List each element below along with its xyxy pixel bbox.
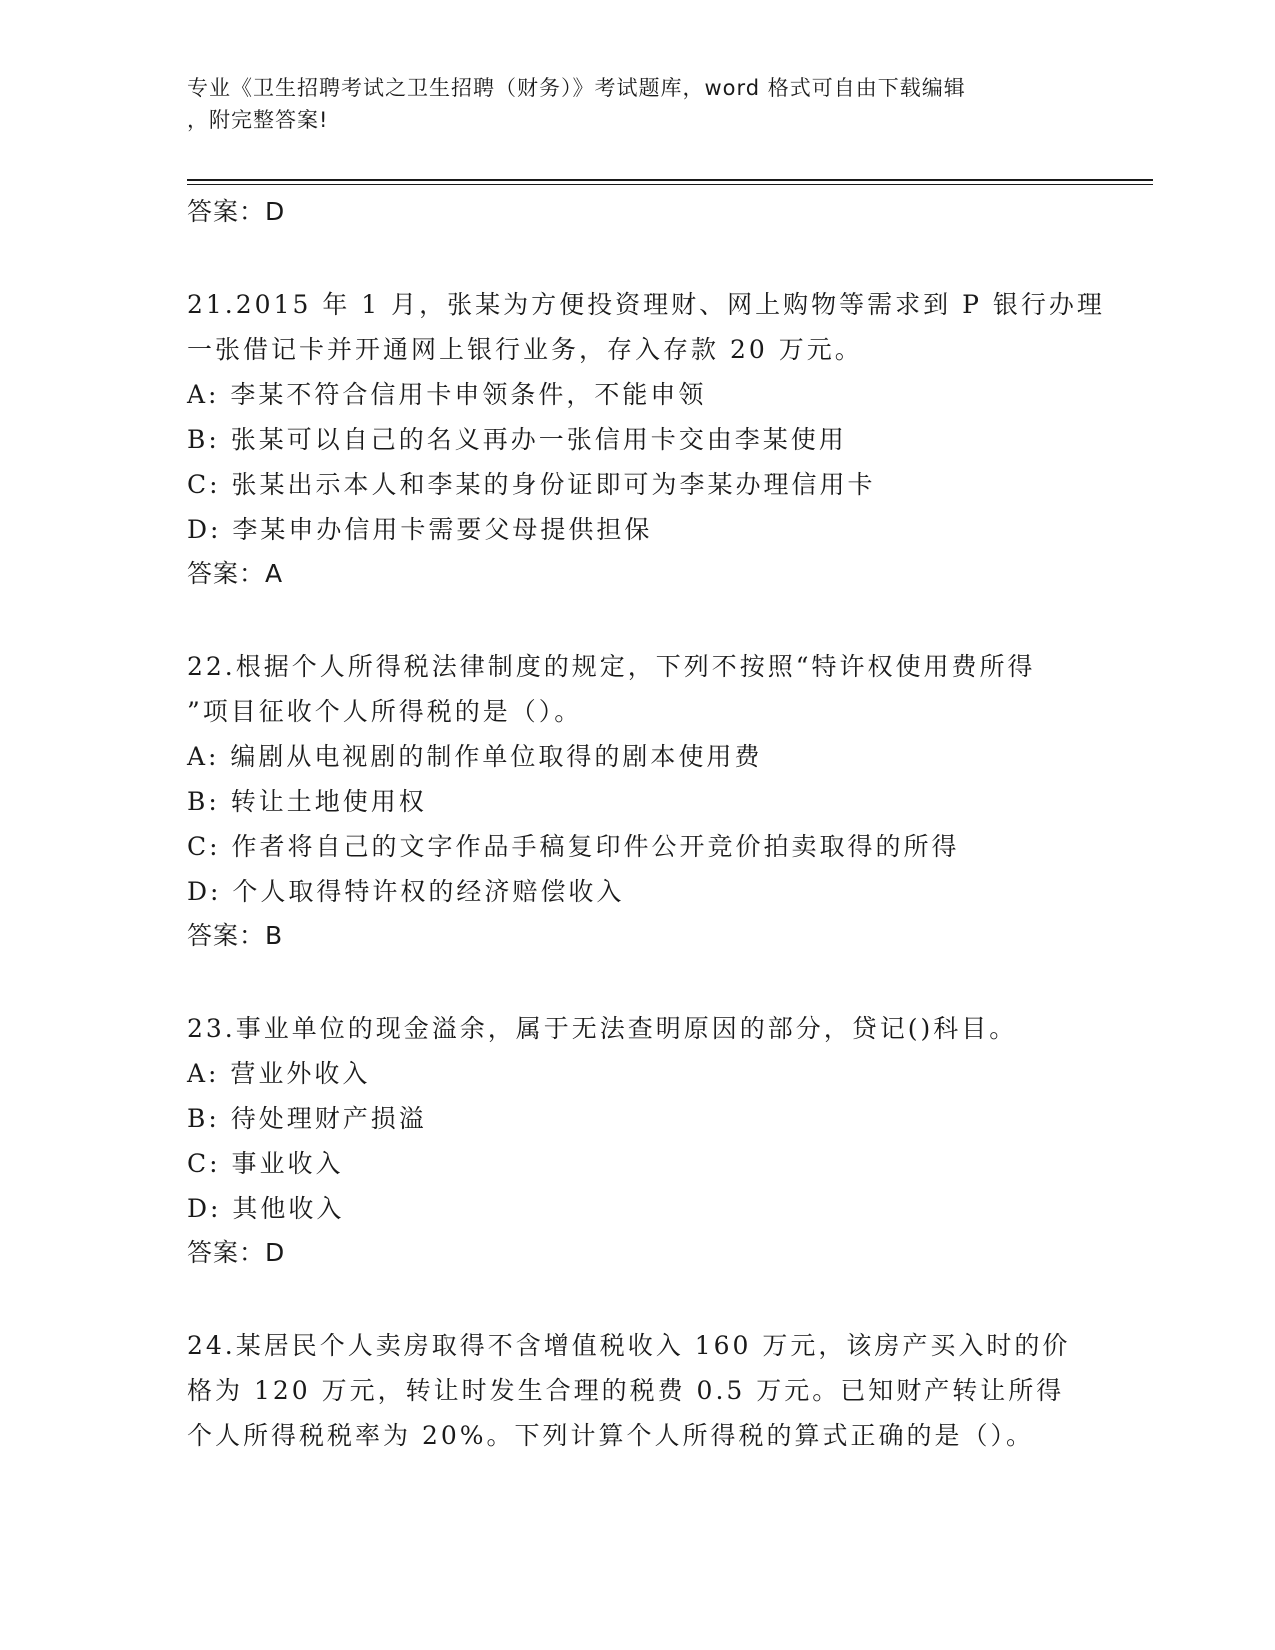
header-divider-thin (187, 184, 1153, 185)
question-24 (187, 1323, 1087, 1458)
question-22 (187, 644, 1087, 958)
question-content (187, 190, 1105, 1458)
answer-label: 答案：D (187, 197, 286, 226)
option-c: C: 张某出示本人和李某的身份证即可为李某办理信用卡 (187, 470, 876, 499)
question-23 (187, 1006, 1087, 1275)
header-line-2: ，附完整答案! (187, 108, 329, 132)
option-b: B: 张某可以自己的名义再办一张信用卡交由李某使用 (187, 425, 847, 454)
question-stem: 21.2015 年 1 月，张某为方便投资理财、网上购物等需求到 P 银行办理 一张借记卡并开通网上银行业务，存入存款 20 万元。 (187, 290, 1105, 364)
option-b: B: 待处理财产损溢 (187, 1104, 427, 1133)
option-a: A: 李某不符合信用卡申领条件，不能申领 (187, 380, 707, 409)
option-d: D: 个人取得特许权的经济赔偿收入 (187, 877, 625, 906)
question-stem: 23.事业单位的现金溢余，属于无法查明原因的部分，贷记()科目。 (187, 1014, 1018, 1043)
option-d: D: 其他收入 (187, 1194, 345, 1223)
question-stem: 22.根据个人所得税法律制度的规定，下列不按照“特许权使用费所得 ”项目征收个人所得税的是（）。 (187, 652, 1036, 726)
option-a: A: 编剧从电视剧的制作单位取得的剧本使用费 (187, 742, 763, 771)
option-a: A: 营业外收入 (187, 1059, 371, 1088)
document-header (187, 72, 1087, 136)
question-21 (187, 282, 1105, 596)
option-c: C: 事业收入 (187, 1149, 344, 1178)
answer-label: 答案：D (187, 1238, 286, 1267)
header-line-1: 专业《卫生招聘考试之卫生招聘（财务）》考试题库，word 格式可自由下载编辑 (187, 76, 966, 100)
option-c: C: 作者将自己的文字作品手稿复印件公开竞价拍卖取得的所得 (187, 832, 960, 861)
answer-label: 答案：B (187, 921, 284, 950)
option-b: B: 转让土地使用权 (187, 787, 427, 816)
header-divider (187, 179, 1153, 181)
option-d: D: 李某申办信用卡需要父母提供担保 (187, 515, 653, 544)
question-stem: 24.某居民个人卖房取得不含增值税收入 160 万元，该房产买入时的价 格为 120 万元，转让时发生合理的税费 0.5 万元。已知财产转让所得 个人所得税税率为 20%。下列计算个人所得税的算式正确的是（）。 (187, 1331, 1071, 1450)
answer-label: 答案：A (187, 559, 284, 588)
